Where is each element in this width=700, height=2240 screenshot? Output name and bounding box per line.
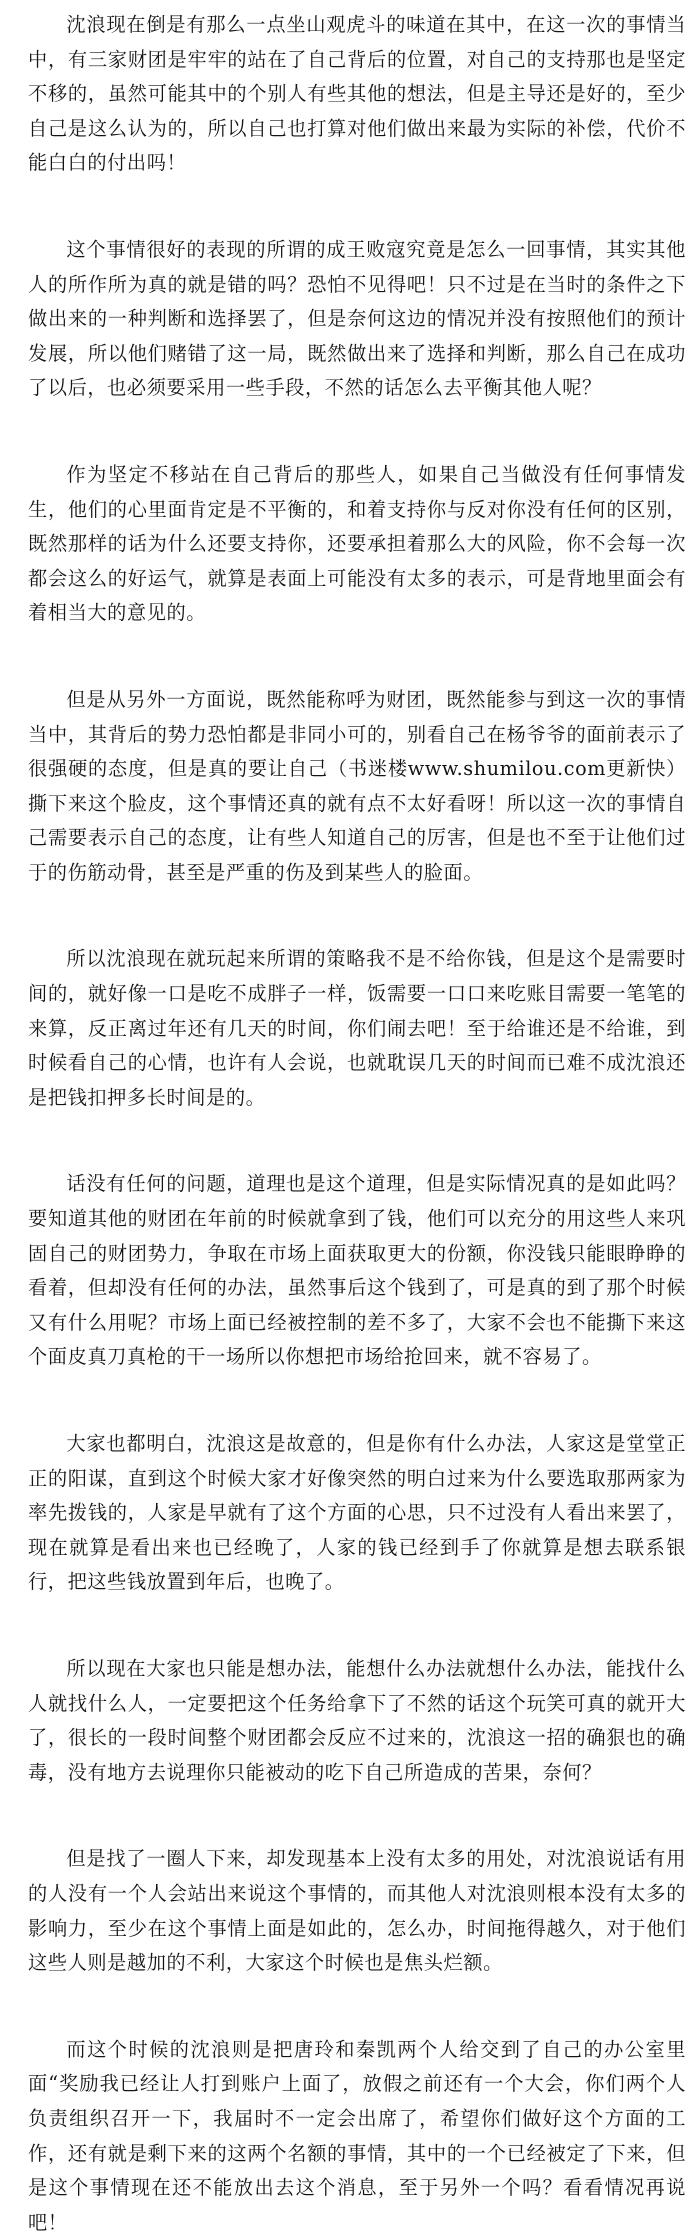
paragraph-10: 而这个时候的沈浪则是把唐玲和秦凯两个人给交到了自己的办公室里面“奖励我已经让人打到账户上面了，放假之前还有一个大会，你们两个人负责组织召开一下，我届时不一定会出席了，希望你们做好这个方面的工作，还有就是剩下来的这两个名额的事情，其中的一个已经被定了下来，但是这个事情现在还不能放出去这个消息，至于另外一个吗？看看情况再说吧！: [28, 2037, 686, 2234]
paragraph-1: 沈浪现在倒是有那么一点坐山观虎斗的味道在其中，在这一次的事情当中，有三家财团是牢牢的站在了自己背后的位置，对自己的支持那也是坚定不移的，虽然可能其中的个别人有些其他的想法，但是主导还是好的，至少自己是这么认为的，所以自己也打算对他们做出来最为实际的补偿，代价不能白白的付出吗！: [28, 13, 686, 175]
paragraph-3: 作为坚定不移站在自己背后的那些人，如果自己当做没有任何事情发生，他们的心里面肯定是不平衡的，和着支持你与反对你没有任何的区别，既然那样的话为什么还要支持你，还要承担着那么大的风险，你不会每一次都会这么的好运气，就算是表面上可能没有太多的表示，可是背地里面会有着相当大的意见的。: [28, 462, 686, 625]
paragraph-9: 但是找了一圈人下来，却发现基本上没有太多的用处，对沈浪说话有用的人没有一个人会站出来说这个事情的，而其他人对沈浪则根本没有太多的影响力，至少在这个事情上面是如此的，怎么办，时间拖得越久，对于他们这些人则是越加的不利，大家这个时候也是焦头烂额。: [28, 1847, 686, 1975]
paragraph-2: 这个事情很好的表现的所谓的成王败寇究竟是怎么一回事情，其实其他人的所作所为真的就是错的吗？恐怕不见得吧！只不过是在当时的条件之下做出来的一种判断和选择罢了，但是奈何这边的情况并没有按照他们的预计发展，所以他们赌错了这一局，既然做出来了选择和判断，那么自己在成功了以后，也必须要采用一些手段，不然的话怎么去平衡其他人呢？: [28, 237, 686, 400]
paragraph-7: 大家也都明白，沈浪这是故意的，但是你有什么办法，人家这是堂堂正正的阳谋，直到这个时候大家才好像突然的明白过来为什么要选取那两家为率先拨钱的，人家是早就有了这个方面的心思，只不过没有人看出来罢了，现在就算是看出来也已经晚了，人家的钱已经到手了你就算是想去联系银行，把这些钱放置到年后，也晚了。: [28, 1432, 686, 1594]
paragraph-4: 但是从另外一方面说，既然能称呼为财团，既然能参与到这一次的事情当中，其背后的势力恐怕都是非同小可的，别看自己在杨爷爷的面前表示了很强硬的态度，但是真的要让自己（书迷楼www.shumilou.com更新快）撕下来这个脸皮，这个事情还真的就有点不太好看呀！所以这一次的事情自己需要表示自己的态度，让有些人知道自己的厉害，但是也不至于让他们过于的伤筋动骨，甚至是严重的伤及到某些人的脸面。: [28, 687, 686, 884]
paragraph-5: 所以沈浪现在就玩起来所谓的策略我不是不给你钱，但是这个是需要时间的，就好像一口是吃不成胖子一样，饭需要一口口来吃账目需要一笔笔的来算，反正离过年还有几天的时间，你们闹去吧！至于给谁还是不给谁，到时候看自己的心情，也许有人会说，也就耽误几天的时间而已难不成沈浪还是把钱扣押多长时间是的。: [28, 947, 686, 1109]
paragraph-6: 话没有任何的问题，道理也是这个道理，但是实际情况真的是如此吗？要知道其他的财团在年前的时候就拿到了钱，他们可以充分的用这些人来巩固自己的财团势力，争取在市场上面获取更大的份额，你没钱只能眼睁睁的看着，但却没有任何的办法，虽然事后这个钱到了，可是真的到了那个时候又有什么用呢？市场上面已经被控制的差不多了，大家不会也不能撕下来这个面皮真刀真枪的干一场所以你想把市场给抢回来，就不容易了。: [28, 1172, 686, 1369]
paragraph-8: 所以现在大家也只能是想办法，能想什么办法就想什么办法，能找什么人就找什么人，一定要把这个任务给拿下了不然的话这个玩笑可真的就开大了，很长的一段时间整个财团都会反应不过来的，沈浪这一招的确狠也的确毒，没有地方去说理你只能被动的吃下自己所造成的苦果，奈何？: [28, 1656, 686, 1784]
